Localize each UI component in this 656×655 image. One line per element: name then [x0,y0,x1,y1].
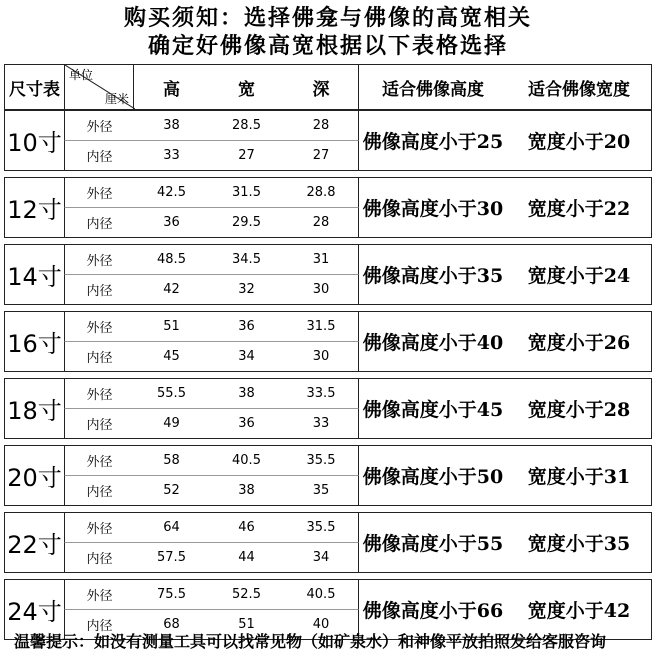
outer-width: 52.5 [209,579,284,610]
page-title-line1: 购买须知：选择佛龛与佛像的高宽相关 [123,5,532,31]
size-label: 10寸 [4,110,64,171]
size-label: 14寸 [4,244,64,305]
outer-height: 42.5 [134,177,209,208]
inner-width: 36 [209,409,284,439]
outer-depth: 35.5 [284,445,359,476]
outer-width: 34.5 [209,244,284,275]
inner-width: 34 [209,342,284,372]
inner-label: 内径 [64,543,134,573]
outer-height: 48.5 [134,244,209,275]
outer-width: 31.5 [209,177,284,208]
table-row [4,512,652,543]
size-label: 16寸 [4,311,64,372]
inner-label: 内径 [64,342,134,372]
table-row [4,378,652,409]
inner-width: 27 [209,141,284,171]
outer-depth: 31 [284,244,359,275]
table-row [4,445,652,476]
outer-label: 外径 [64,177,134,208]
outer-width: 38 [209,378,284,409]
fit-height: 佛像高度小于55 [359,512,507,573]
fit-width: 宽度小于20 [507,110,652,171]
fit-height: 佛像高度小于50 [359,445,507,506]
inner-label: 内径 [64,476,134,506]
outer-width: 28.5 [209,110,284,141]
fit-height: 佛像高度小于30 [359,177,507,238]
outer-height: 55.5 [134,378,209,409]
header-size-table: 尺寸表 [4,64,64,110]
size-label: 24寸 [4,579,64,640]
outer-depth: 33.5 [284,378,359,409]
inner-height: 45 [134,342,209,372]
inner-width: 38 [209,476,284,506]
header-unit-cell [64,64,134,110]
inner-width: 29.5 [209,208,284,238]
inner-depth: 34 [284,543,359,573]
outer-depth: 28.8 [284,177,359,208]
outer-depth: 40.5 [284,579,359,610]
inner-width: 51 [209,610,284,640]
outer-label: 外径 [64,311,134,342]
outer-height: 64 [134,512,209,543]
inner-depth: 33 [284,409,359,439]
outer-label: 外径 [64,110,134,141]
table-row [4,177,652,208]
inner-height: 33 [134,141,209,171]
inner-depth: 27 [284,141,359,171]
outer-label: 外径 [64,378,134,409]
inner-width: 44 [209,543,284,573]
size-label: 22寸 [4,512,64,573]
outer-height: 75.5 [134,579,209,610]
table-row [4,311,652,342]
outer-label: 外径 [64,512,134,543]
inner-depth: 35 [284,476,359,506]
outer-width: 40.5 [209,445,284,476]
fit-width: 宽度小于26 [507,311,652,372]
fit-height: 佛像高度小于66 [359,579,507,640]
fit-height: 佛像高度小于45 [359,378,507,439]
inner-label: 内径 [64,208,134,238]
fit-height: 佛像高度小于35 [359,244,507,305]
inner-height: 49 [134,409,209,439]
inner-height: 42 [134,275,209,305]
fit-height: 佛像高度小于25 [359,110,507,171]
fit-width: 宽度小于22 [507,177,652,238]
table-header-row [4,64,652,110]
inner-label: 内径 [64,141,134,171]
outer-height: 51 [134,311,209,342]
outer-height: 58 [134,445,209,476]
header-width: 宽 [209,64,284,110]
header-fit-width: 适合佛像宽度 [507,64,652,110]
inner-height: 36 [134,208,209,238]
fit-width: 宽度小于28 [507,378,652,439]
page-title-line2: 确定好佛像高宽根据以下表格选择 [147,33,508,59]
inner-label: 内径 [64,409,134,439]
outer-width: 46 [209,512,284,543]
header-depth: 深 [284,64,359,110]
table-row [4,110,652,141]
table-row [4,579,652,610]
header-unit-value: 厘米 [104,92,129,106]
inner-label: 内径 [64,275,134,305]
fit-height: 佛像高度小于40 [359,311,507,372]
outer-depth: 28 [284,110,359,141]
inner-width: 32 [209,275,284,305]
inner-depth: 40 [284,610,359,640]
fit-width: 宽度小于31 [507,445,652,506]
inner-depth: 30 [284,275,359,305]
outer-label: 外径 [64,579,134,610]
inner-depth: 28 [284,208,359,238]
size-label: 18寸 [4,378,64,439]
outer-depth: 31.5 [284,311,359,342]
size-label: 20寸 [4,445,64,506]
size-label: 12寸 [4,177,64,238]
outer-label: 外径 [64,445,134,476]
footer-tip: 温馨提示：如没有测量工具可以找常见物（如矿泉水）和神像平放拍照发给客服咨询 [14,632,607,651]
inner-height: 57.5 [134,543,209,573]
header-unit-label: 单位 [69,68,94,82]
inner-height: 52 [134,476,209,506]
size-table [4,64,652,640]
outer-label: 外径 [64,244,134,275]
outer-height: 38 [134,110,209,141]
fit-width: 宽度小于24 [507,244,652,305]
outer-depth: 35.5 [284,512,359,543]
inner-label: 内径 [64,610,134,640]
header-height: 高 [134,64,209,110]
inner-height: 68 [134,610,209,640]
inner-depth: 30 [284,342,359,372]
fit-width: 宽度小于42 [507,579,652,640]
fit-width: 宽度小于35 [507,512,652,573]
outer-width: 36 [209,311,284,342]
table-row [4,244,652,275]
header-fit-height: 适合佛像高度 [359,64,507,110]
